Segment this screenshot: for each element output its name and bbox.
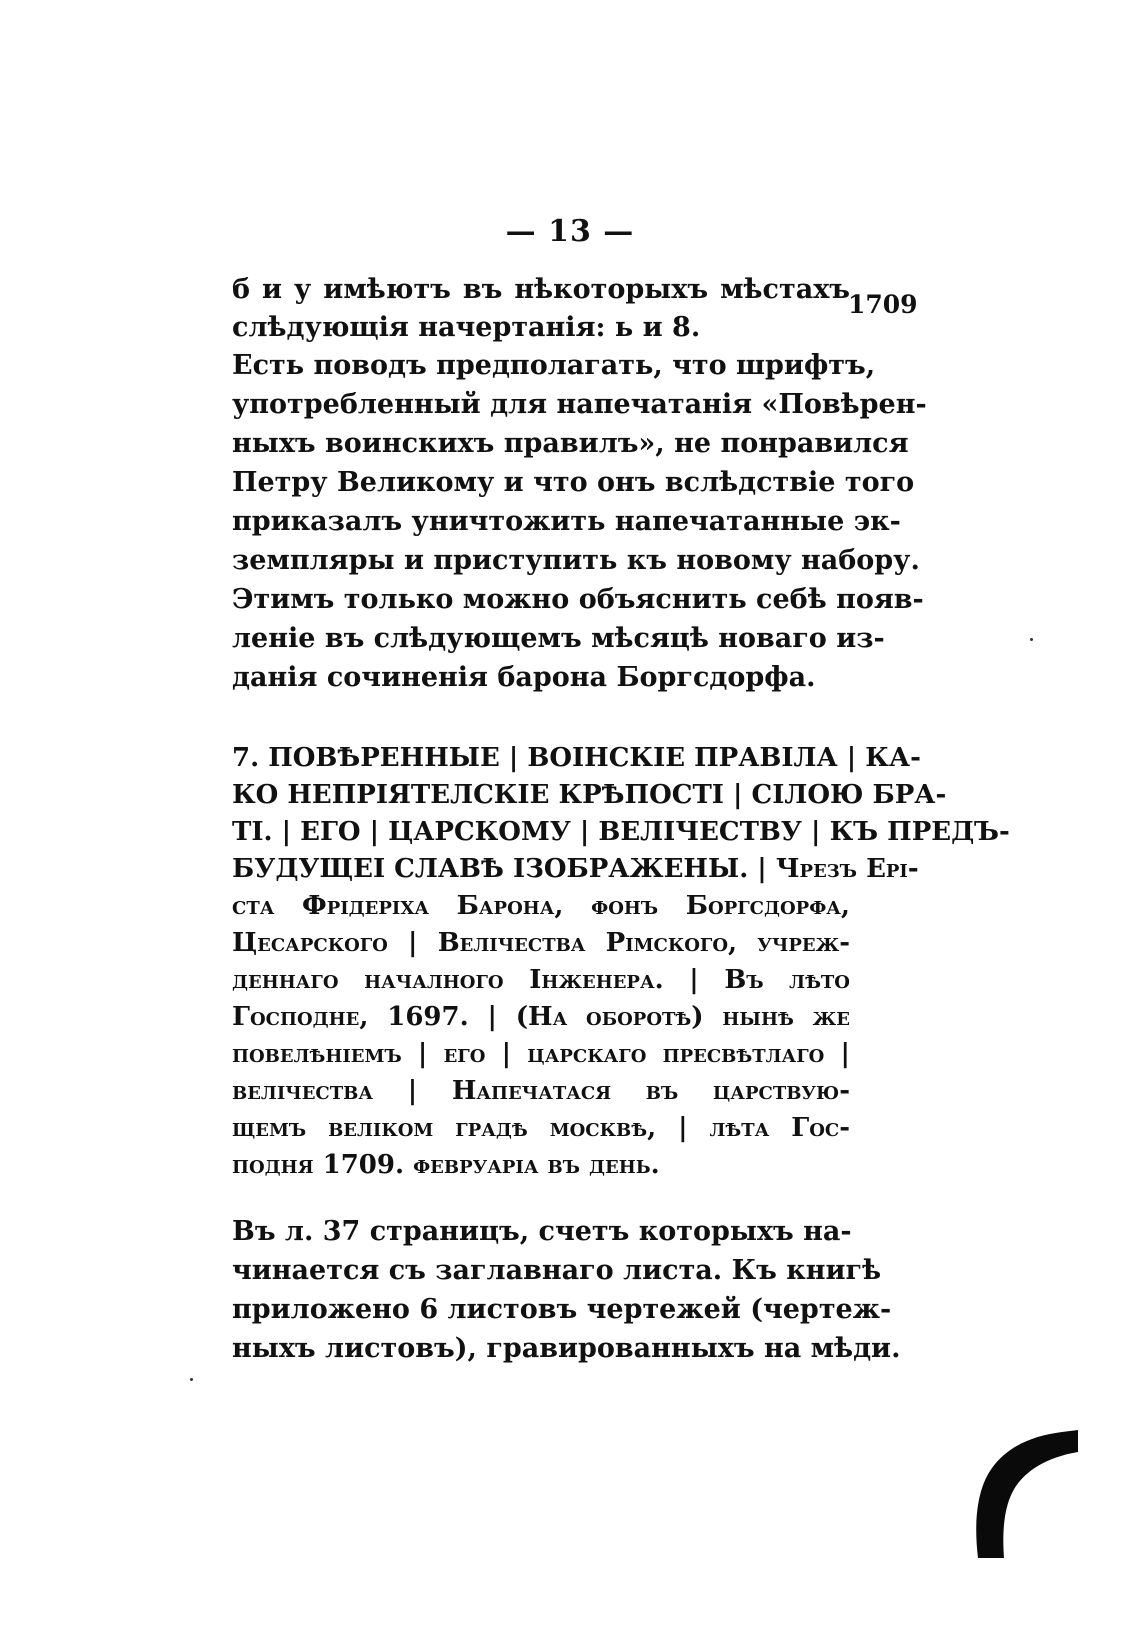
text-line: б и у имѣютъ въ нѣкоторыхъ мѣстахъ [232, 274, 850, 305]
entry-title-line: КО НЕПРІЯТЕЛСКІЕ КРѢПОСТІ | СІЛОЮ БРА- [232, 780, 947, 810]
entry-title-line: ТІ. | ЕГО | ЦАРСКОМУ | ВЕЛІЧЕСТВУ | КЪ ПРЕДЪ- [232, 817, 1010, 847]
entry-title-line: щемъ веліком градѣ москвѣ, | лѣта Гос- [232, 1113, 850, 1143]
entry-title-line: Господне, 1697. | (На оборотѣ) нынѣ же [232, 1002, 850, 1032]
text-line: данія сочиненія барона Боргсдорфа. [232, 662, 816, 693]
margin-year: 1709 [848, 290, 918, 319]
page-number: — 13 — [505, 214, 635, 249]
entry-title-line: велічества | Напечатася въ царствую- [232, 1076, 850, 1106]
text-line: леніе въ слѣдующемъ мѣсяцѣ новаго из- [232, 623, 885, 654]
scan-speck [1030, 638, 1033, 641]
text-line: Есть поводъ предполагать, что шрифтъ, [232, 350, 876, 381]
entry-title-line: повелѣніемъ | его | царскаго пресвѣтлаго | [232, 1039, 850, 1069]
text-line: ныхъ листовъ), гравированныхъ на мѣди. [232, 1333, 901, 1364]
text-line: чинается съ заглавнаго листа. Къ книгѣ [232, 1255, 882, 1286]
text-line: приказалъ уничтожить напечатанные эк- [232, 506, 901, 537]
ink-blot-artifact [970, 1430, 1080, 1560]
text-line: Этимъ только можно объяснить себѣ появ- [232, 584, 924, 615]
entry-title-line: подня 1709. февруаріа въ день. [232, 1150, 660, 1180]
text-line: Въ л. 37 страницъ, счетъ которыхъ на- [232, 1216, 852, 1247]
text-line: Петру Великому и что онъ вслѣдствіе того [232, 467, 915, 498]
entry-title-line: Цесарского | Велічества Рімского, учреж- [232, 928, 850, 958]
entry-title-line: ста Фрідеріха Барона, фонъ Боргсдорфа, [232, 891, 850, 921]
entry-title-line: 7. ПОВѢРЕННЫЕ | ВОІНСКІЕ ПРАВІЛА | КА- [232, 743, 921, 773]
text-line: слѣдующія начертанія: ь и 8. [232, 312, 701, 343]
text-line: ныхъ воинскихъ правилъ», не понравился [232, 428, 909, 459]
text-line: земпляры и приступить къ новому набору. [232, 545, 920, 576]
entry-title-line: деннаго началного Інженера. | Въ лѣто [232, 965, 850, 995]
text-line: употребленный для напечатанія «Повѣрен- [232, 389, 927, 420]
entry-title-line: БУДУЩЕІ СЛАВѢ ІЗОБРАЖЕНЫ. | Чрезъ Ері- [232, 854, 919, 884]
scan-speck [190, 1378, 193, 1381]
text-line: приложено 6 листовъ чертежей (чертеж- [232, 1294, 892, 1325]
